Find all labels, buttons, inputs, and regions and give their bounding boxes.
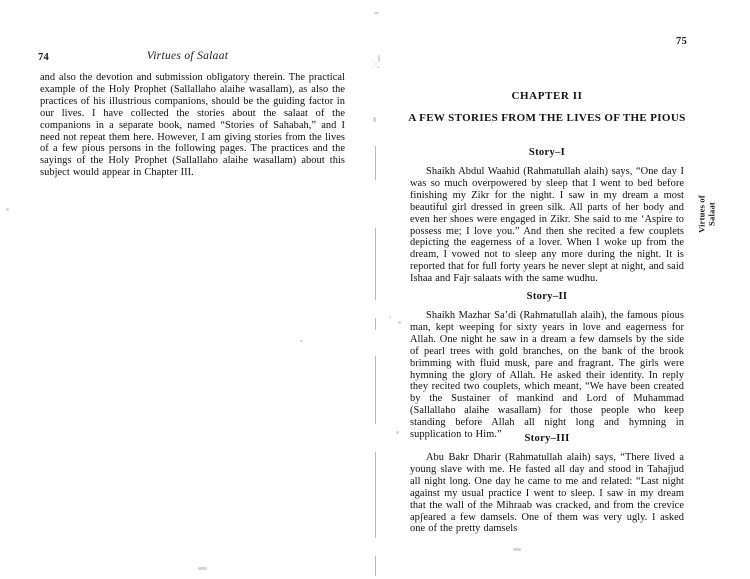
story-1-paragraph: Shaikh Abdul Waahid (Rahmatullah alaih) says, “One day I was so much overpowered by sleep that I went to bed before finishing my Zikr for the night. I saw in my dream a most beautiful girl dressed in green silk. All parts of her body and even her shoes were engaged in Zikr. She said to me ‘Aspire to possess me; I love you.” And then she recited a few couplets depicting the eagerness of a lover. When I woke up from the dream, I vowed not to sleep any more during the night. It is reported that for full forty years he never slept at night, and said Ishaa and Fajr salaats with the same wudhu. [410, 166, 684, 285]
story-2-paragraph: Shaikh Mazhar Sa’di (Rahmatullah alaih), the famous pious man, kept weeping for sixty years in love and eagerness for Allah. One night he saw in a dream a few damsels by the side of pearl trees with gold branches, on the bank of the brook brimming with fluid musk, pare and fragrant. The girls were hymning the glory of Allah. He asked their identity. In reply they recited two couplets, which meant, “We have been created by the Sustainer of mankind and Lord of Muhammad (Sallallaho alaihe wasallam) for those people who keep standing before Allah all night long and hymning in supplication to Him.” [410, 310, 684, 441]
running-head-left: Virtues of Salaat [146, 50, 229, 62]
story-2-heading-wrap [410, 291, 684, 302]
scan-speck [378, 55, 380, 62]
story-3-heading: Story–III [524, 433, 570, 444]
side-tab-running-title [694, 168, 720, 260]
story-1-heading-wrap [410, 147, 684, 158]
scan-speck [374, 12, 379, 14]
side-tab-line-1: Virtues of [696, 195, 707, 233]
scan-speck [396, 431, 399, 434]
page-number-right: 75 [676, 36, 687, 47]
scan-speck [300, 340, 303, 342]
scan-speck [513, 548, 521, 551]
left-page-paragraph: and also the devotion and submission obligatory therein. The practical example of the Holy Prophet (Sallallaho alaihe wasallam), as also the practices of his illustrious companions, should be the guiding factor in our lives. I have collected the stories about the salaat of the companions in a separate book, named “Stories of Sahabah,” and I need not repeat them here. However, I am giving stories from the lives of a few pious persons in the following pages. The practices and the sayings of the Holy Prophet (Sallallaho alaihe wasallam) about this subject would appear in Chapter III. [40, 72, 345, 179]
story-3-paragraph: Abu Bakr Dharir (Rahmatullah alaih) says, “There lived a young slave with me. He fasted all day and stood in Tahajjud all night long. One day he came to me and related: “Last night against my usual practice I went to sleep. I saw in my dream that the wall of the Mihraab was cracked, and from the crevice apʃeared a few damsels. One of them was very ugly. I asked one of the pretty damsels [410, 452, 684, 535]
scan-speck [377, 66, 379, 68]
chapter-title: A FEW STORIES FROM THE LIVES OF THE PIOUS [408, 112, 686, 124]
scan-speck [373, 117, 376, 122]
story-2-body-wrap [410, 310, 684, 441]
scan-speck [198, 567, 207, 570]
story-1-heading: Story–I [528, 147, 566, 158]
story-1-body-wrap [410, 166, 684, 285]
scan-speck [6, 208, 9, 211]
scan-speck [389, 316, 391, 318]
story-3-body-wrap [410, 452, 684, 535]
side-tab-line-2: Salaat [706, 202, 716, 226]
chapter-number: CHAPTER II [511, 90, 583, 102]
story-3-heading-wrap [410, 433, 684, 444]
left-page-text-column [40, 72, 345, 179]
page-number-left: 74 [38, 52, 49, 63]
scan-speck [398, 321, 401, 324]
story-2-heading: Story–II [526, 291, 568, 302]
scan-speck [375, 63, 377, 65]
